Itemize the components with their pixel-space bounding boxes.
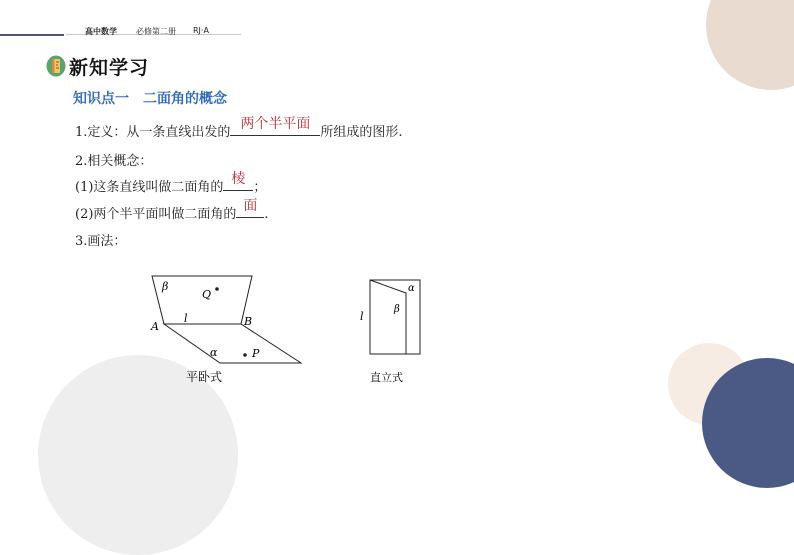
label-q: Q [202, 288, 212, 301]
face-prefix: (2)两个半平面叫做二面角的 [75, 207, 237, 222]
label-p: P [252, 347, 260, 360]
definition-line [75, 116, 403, 140]
point-p-dot [243, 353, 247, 357]
definition-prefix: 1.定义：从一条直线出发的 [75, 125, 231, 140]
plane-alpha-flat [164, 324, 301, 363]
face-answer: 面 [243, 198, 258, 214]
figure-flat-dihedral [146, 268, 316, 386]
header-course: 高中数学 [85, 26, 117, 36]
knowledge-point-topic: 二面角的概念 [143, 91, 227, 107]
label-alpha-flat: α [210, 346, 218, 359]
label-beta-vertical: β [394, 304, 400, 315]
label-b: B [244, 315, 253, 328]
label-edge-flat: l [184, 312, 188, 325]
point-q-dot [215, 287, 219, 291]
figure-vertical-dihedral [350, 268, 440, 388]
edge-prefix: (1)这条直线叫做二面角的 [75, 180, 224, 195]
label-a: A [151, 320, 159, 333]
header-rule-accent [0, 34, 64, 36]
face-line [75, 198, 269, 222]
drawing-method-line: 3.画法： [75, 234, 127, 249]
edge-blank [223, 171, 253, 191]
label-alpha-vertical: α [408, 283, 415, 294]
plane-beta-vertical [370, 280, 406, 354]
related-concepts-line: 2.相关概念： [75, 154, 153, 169]
definition-suffix: 所组成的图形. [320, 125, 403, 140]
face-blank [236, 198, 264, 218]
knowledge-point-heading [73, 88, 227, 108]
ruler-book-icon [46, 55, 66, 77]
section-title: 新知学习 [69, 57, 150, 79]
caption-flat: 平卧式 [186, 370, 223, 384]
edge-line [75, 171, 267, 195]
decor-circle-beige [706, 0, 794, 90]
label-beta-flat: β [162, 280, 169, 293]
knowledge-point-label: 知识点一 [73, 91, 129, 107]
header-volume: 必修第二册 [136, 27, 176, 36]
label-edge-vertical: l [360, 310, 364, 323]
definition-answer: 两个半平面 [240, 116, 311, 132]
definition-blank [230, 116, 320, 136]
caption-vertical: 直立式 [370, 371, 403, 384]
edge-answer: 棱 [231, 171, 246, 187]
edge-suffix: ； [253, 180, 267, 195]
face-suffix: . [264, 207, 269, 222]
header-edition: RJ·A [193, 26, 209, 35]
